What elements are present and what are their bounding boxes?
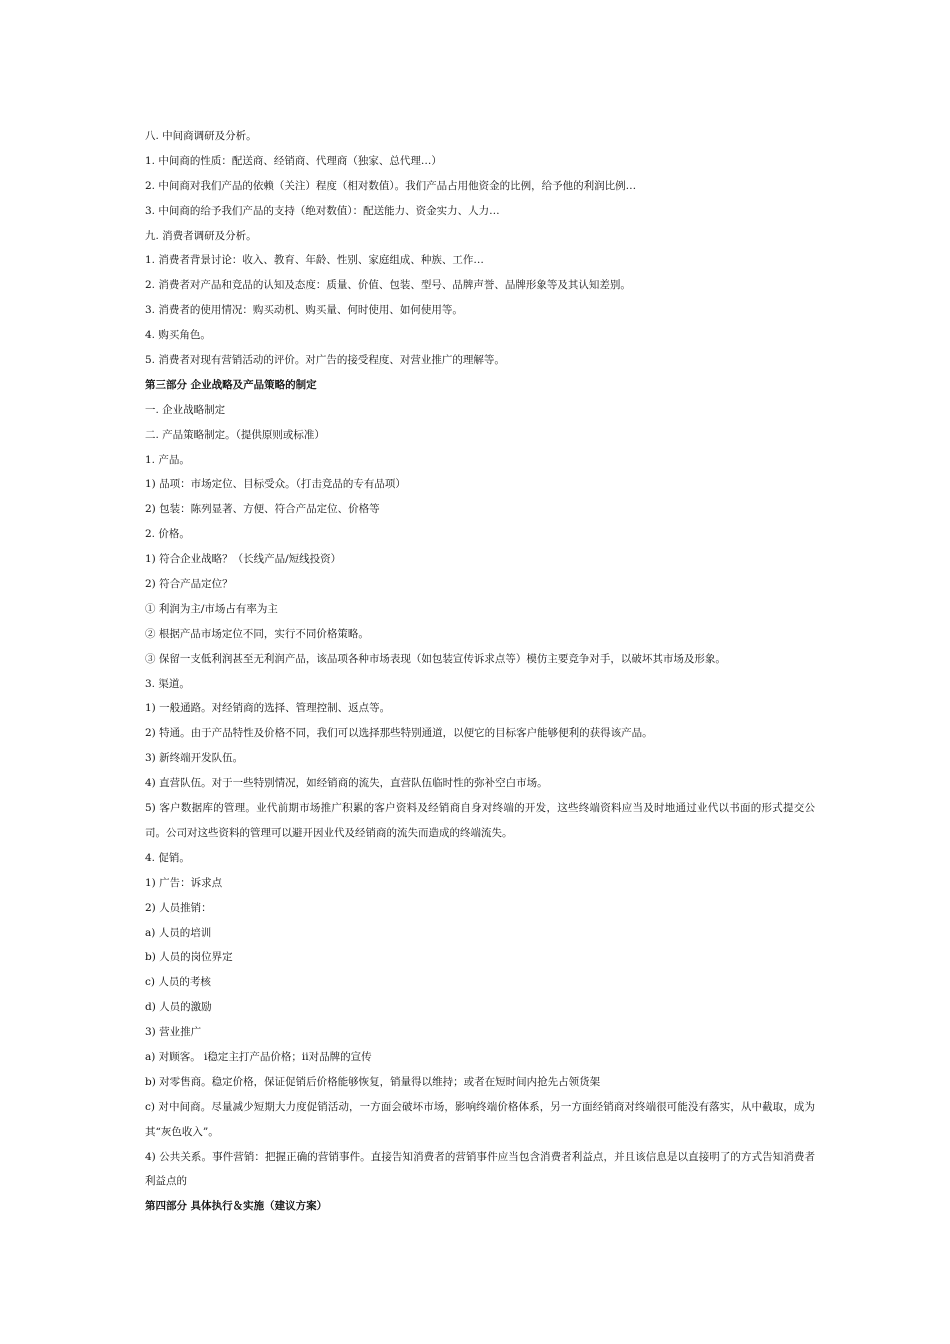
text-line: 1. 中间商的性质：配送商、经销商、代理商（独家、总代理…） [145,154,442,167]
text-line: 九. 消费者调研及分析。 [145,229,257,242]
text-line: c) 对中间商。尽量减少短期大力度促销活动，一方面会破坏市场，影响终端价格体系，另一方面经销商对终端很可能没有落实，从中截取，成为其“灰色收入”。 [145,1100,815,1138]
text-line: 1) 符合企业战略？（长线产品/短线投资） [145,553,342,566]
text-line: 4. 购买角色。 [145,329,211,342]
text-line: 2) 包装：陈列显著、方便、符合产品定位、价格等 [145,503,380,516]
text-line: b) 对零售商。稳定价格，保证促销后价格能够恢复，销量得以维持；或者在短时间内抢先占领货架 [145,1075,601,1088]
text-line: ② 根据产品市场定位不同，实行不同价格策略。 [145,627,369,640]
text-line: 一. 企业战略制定 [145,403,226,416]
text-line: 3) 新终端开发队伍。 [145,752,244,765]
text-line: 八. 中间商调研及分析。 [145,130,257,142]
section-heading: 第三部分 企业战略及产品策略的制定 [145,378,317,391]
text-line: 4. 促销。 [145,851,190,864]
text-line: 1) 一般通路。对经销商的选择、管理控制、返点等。 [145,702,391,715]
text-line: 1. 产品。 [145,453,190,466]
text-line: 3) 营业推广 [145,1026,202,1039]
section-heading: 第四部分 具体执行＆实施（建议方案） [145,1200,328,1213]
text-line: ① 利润为主/市场占有率为主 [145,602,278,615]
text-line: 1. 消费者背景讨论：收入、教育、年龄、性别、家庭组成、种族、工作… [145,254,484,267]
text-line: 3. 消费者的使用情况：购买动机、购买量、何时使用、如何使用等。 [145,304,463,317]
text-line: 1) 品项：市场定位、目标受众。（打击竞品的专有品项） [145,478,406,491]
text-line: 3. 中间商的给予我们产品的支持（绝对数值）：配送能力、资金实力、人力… [145,204,500,217]
text-line: 4) 直营队伍。对于一些特别情况，如经销商的流失，直营队伍临时性的弥补空白市场。 [145,777,548,790]
text-line: 3. 渠道。 [145,677,190,690]
text-line: 2. 消费者对产品和竞品的认知及态度：质量、价值、包装、型号、品牌声誉、品牌形象等及其认知差别。 [145,279,631,292]
text-line: 1) 广告：诉求点 [145,876,223,889]
text-line: c) 人员的考核 [145,976,211,989]
text-line: a) 人员的培训 [145,926,212,939]
text-line: 5) 客户数据库的管理。业代前期市场推广积累的客户资料及经销商自身对终端的开发，这些终端资料应当及时地通过业代以书面的形式提交公司。公司对这些资料的管理可以避开因业代及经销商的流失而造成的终端流失。 [145,802,815,839]
text-line: 2. 中间商对我们产品的依赖（关注）程度（相对数值）。我们产品占用他资金的比例，给予他的利润比例… [145,179,637,192]
text-line: a) 对顾客。 ⅰ稳定主打产品价格；ⅱ对品牌的宣传 [145,1050,372,1063]
text-line: 2) 符合产品定位？ [145,578,233,591]
text-line: 4) 公共关系。事件营销：把握正确的营销事件。直接告知消费者的营销事件应当包含消费者利益点，并且该信息是以直接明了的方式告知消费者利益点的 [145,1150,815,1188]
text-line: 2. 价格。 [145,528,190,541]
text-line: d) 人员的激励 [145,1001,212,1014]
text-line: 2) 特通。由于产品特性及价格不同，我们可以选择那些特别通道，以便它的目标客户能够便利的获得该产品。 [145,727,653,740]
text-line: b) 人员的岗位界定 [145,951,233,964]
text-line: 二. 产品策略制定。（提供原则或标准） [145,428,325,441]
text-line: ③ 保留一支低利润甚至无利润产品，该品项各种市场表现（如包装宣传诉求点等）模仿主要竞争对手，以破坏其市场及形象。 [145,652,726,665]
text-line: 5. 消费者对现有营销活动的评价。对广告的接受程度、对营业推广的理解等。 [145,354,505,367]
document-page [145,124,815,1219]
text-line: 2) 人员推销： [145,901,212,914]
